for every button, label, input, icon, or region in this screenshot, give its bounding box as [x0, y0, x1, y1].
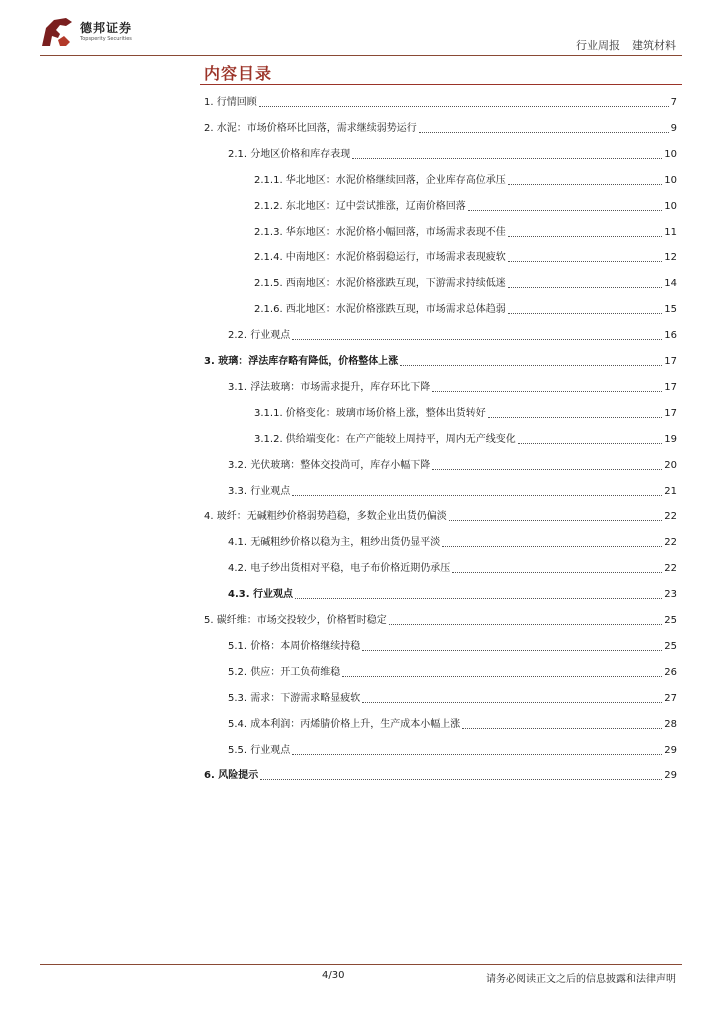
page-header: [0, 0, 724, 56]
logo-text-cn: 德邦证券: [80, 21, 133, 35]
toc-entry[interactable]: [254, 301, 677, 317]
toc-entry[interactable]: [228, 560, 677, 576]
toc-entry[interactable]: [254, 275, 677, 291]
toc-leader-dots: [468, 210, 662, 211]
page-number: 4/30: [322, 970, 345, 981]
toc-entry-page: 17: [664, 407, 677, 419]
toc-entry-page: 11: [664, 226, 677, 238]
toc-entry-page: 17: [664, 356, 677, 367]
header-divider: [40, 55, 682, 56]
toc-entry-title: 5.4. 成本利润：丙烯腈价格上升，生产成本小幅上涨: [228, 718, 461, 730]
toc-entry-page: 27: [664, 692, 677, 704]
toc-leader-dots: [462, 728, 662, 729]
report-category: [576, 37, 676, 53]
toc-entry[interactable]: [228, 457, 677, 473]
toc-entry[interactable]: [204, 94, 677, 110]
toc-entry-title: 4.3. 行业观点: [228, 589, 293, 601]
toc-entry-page: 26: [664, 666, 677, 678]
toc-entry-title: 3.2. 光伏玻璃：整体交投尚可，库存小幅下降: [228, 459, 431, 471]
toc-entry-page: 10: [664, 174, 677, 186]
toc-leader-dots: [292, 754, 662, 755]
toc-entry[interactable]: [228, 483, 677, 499]
toc-entry[interactable]: [204, 767, 677, 783]
toc-entry[interactable]: [228, 690, 677, 706]
toc-leader-dots: [508, 236, 662, 237]
toc-entry-title: 3.1.1. 价格变化：玻璃市场价格上涨，整体出货转好: [254, 407, 486, 419]
toc-title: 内容目录: [204, 64, 273, 83]
toc-entry-page: 23: [664, 589, 677, 601]
toc-entry-title: 5.5. 行业观点: [228, 744, 291, 756]
toc-entry-page: 22: [664, 537, 677, 549]
toc-entry[interactable]: [204, 508, 677, 524]
toc-entry[interactable]: [204, 120, 677, 136]
toc-entry-page: 14: [664, 278, 677, 290]
toc-leader-dots: [389, 624, 663, 625]
toc-leader-dots: [518, 443, 662, 444]
toc-leader-dots: [432, 469, 662, 470]
toc-entry-title: 5. 碳纤维：市场交投较少，价格暂时稳定: [204, 615, 387, 626]
toc-entry[interactable]: [204, 353, 677, 369]
toc-leader-dots: [259, 106, 669, 107]
toc-entry-page: 22: [664, 511, 677, 523]
toc-title-divider: [200, 84, 682, 85]
toc-entry-title: 2.1.4. 中南地区：水泥价格弱稳运行，市场需求表现疲软: [254, 252, 506, 264]
toc-entry-title: 5.1. 价格：本周价格继续持稳: [228, 640, 361, 652]
report-sector: 建筑材料: [632, 39, 676, 52]
company-logo: [40, 16, 140, 48]
toc-entry-page: 22: [664, 563, 677, 575]
toc-entry[interactable]: [228, 716, 677, 732]
toc-entry-page: 28: [664, 718, 677, 730]
toc-leader-dots: [452, 572, 662, 573]
logo-text-en: Topsperity Securities: [80, 36, 132, 42]
toc-entry-page: 9: [670, 122, 677, 134]
toc-entry-title: 3.1. 浮法玻璃：市场需求提升，库存环比下降: [228, 381, 431, 393]
logo-mark-icon: [40, 16, 74, 48]
toc-entry-title: 5.2. 供应：开工负荷维稳: [228, 666, 341, 678]
toc-entry-title: 2.1.1. 华北地区：水泥价格继续回落，企业库存高位承压: [254, 174, 506, 186]
toc-entry[interactable]: [228, 742, 677, 758]
toc-entry-title: 2.1. 分地区价格和库存表现: [228, 148, 351, 160]
toc-entry-title: 6. 风险提示: [204, 770, 259, 782]
toc-leader-dots: [449, 520, 663, 521]
toc-entry-title: 1. 行情回顾: [204, 97, 257, 108]
toc-entry-title: 2.2. 行业观点: [228, 330, 291, 342]
disclaimer-note: 请务必阅读正文之后的信息披露和法律声明: [486, 974, 676, 985]
toc-entry-title: 5.3. 需求：下游需求略显疲软: [228, 692, 361, 704]
toc-entry[interactable]: [228, 146, 677, 162]
toc-entry-title: 2.1.2. 东北地区：辽中尝试推涨，辽南价格回落: [254, 200, 466, 212]
toc-entry-page: 29: [664, 770, 677, 782]
toc-leader-dots: [352, 158, 662, 159]
toc-leader-dots: [508, 184, 662, 185]
toc-entry-title: 4.1. 无碱粗纱价格以稳为主，粗纱出货仍显平淡: [228, 537, 441, 549]
toc-leader-dots: [292, 339, 662, 340]
toc-entry-title: 4. 玻纤：无碱粗纱价格弱势趋稳，多数企业出货仍偏淡: [204, 511, 447, 523]
toc-entry-page: 20: [664, 459, 677, 471]
toc-entry[interactable]: [254, 431, 677, 447]
toc-entry[interactable]: [228, 664, 677, 680]
toc-entry[interactable]: [228, 638, 677, 654]
toc-entry-title: 2.1.3. 华东地区：水泥价格小幅回落，市场需求表现不佳: [254, 226, 506, 238]
toc-leader-dots: [442, 546, 662, 547]
toc-entry-page: 29: [664, 744, 677, 756]
toc-entry[interactable]: [254, 224, 677, 240]
toc-entry[interactable]: [228, 586, 677, 602]
toc-entry[interactable]: [254, 405, 677, 421]
toc-entry[interactable]: [228, 327, 677, 343]
toc-leader-dots: [295, 598, 662, 599]
toc-entry-page: 16: [664, 330, 677, 342]
toc-entry-title: 3.3. 行业观点: [228, 485, 291, 497]
toc-leader-dots: [488, 417, 662, 418]
toc-entry-page: 25: [664, 615, 677, 626]
toc-entry[interactable]: [254, 172, 677, 188]
toc-leader-dots: [419, 132, 669, 133]
toc-leader-dots: [508, 287, 662, 288]
toc-leader-dots: [342, 676, 662, 677]
toc-leader-dots: [362, 650, 662, 651]
toc-leader-dots: [508, 313, 662, 314]
toc-entry[interactable]: [228, 534, 677, 550]
toc-entry-title: 2.1.6. 西北地区：水泥价格涨跌互现，市场需求总体趋弱: [254, 304, 506, 316]
toc-entry-title: 2.1.5. 西南地区：水泥价格涨跌互现，下游需求持续低迷: [254, 278, 506, 290]
toc-entry[interactable]: [204, 612, 677, 628]
toc-entry[interactable]: [228, 379, 677, 395]
toc-entry-title: 2. 水泥：市场价格环比回落，需求继续弱势运行: [204, 122, 417, 134]
toc-leader-dots: [508, 261, 662, 262]
report-type: 行业周报: [576, 39, 620, 52]
toc-entry-page: 15: [664, 304, 677, 316]
toc-entry-page: 10: [664, 200, 677, 212]
toc-entry-page: 7: [670, 97, 677, 108]
toc-leader-dots: [432, 391, 662, 392]
toc-entry-page: 19: [664, 433, 677, 445]
toc-leader-dots: [292, 495, 662, 496]
toc-entry-title: 3. 玻璃：浮法库存略有降低，价格整体上涨: [204, 356, 399, 367]
toc-entry-page: 10: [664, 148, 677, 160]
footer-divider: [40, 964, 682, 965]
toc-entry-page: 17: [664, 381, 677, 393]
toc-entry[interactable]: [254, 198, 677, 214]
toc-entry[interactable]: [254, 249, 677, 265]
toc-leader-dots: [260, 779, 662, 780]
toc-leader-dots: [362, 702, 662, 703]
toc-entry-page: 21: [664, 485, 677, 497]
toc-entry-title: 4.2. 电子纱出货相对平稳，电子布价格近期仍承压: [228, 563, 451, 575]
toc-entry-page: 25: [664, 640, 677, 652]
toc-leader-dots: [400, 365, 662, 366]
toc-entry-title: 3.1.2. 供给端变化：在产产能较上周持平，周内无产线变化: [254, 433, 516, 445]
toc-entry-page: 12: [664, 252, 677, 264]
